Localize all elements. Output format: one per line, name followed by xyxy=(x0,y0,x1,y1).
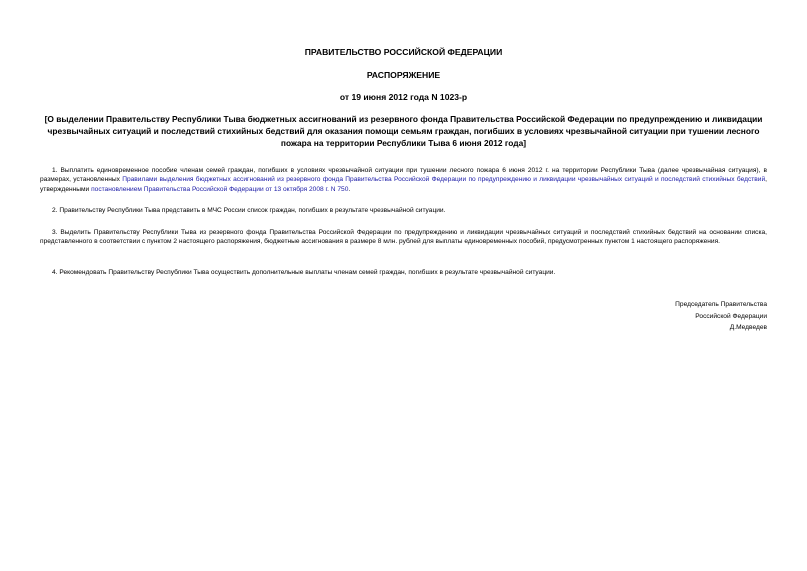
signature-block xyxy=(675,299,767,334)
paragraph-4: 4. Рекомендовать Правительству Республики Тыва осуществить дополнительные выплаты членам семей граждан, погибших в результате чрезвычайной ситуации. xyxy=(52,269,556,276)
signature-position: Председатель Правительства xyxy=(675,301,767,308)
paragraph-1-text-c: . xyxy=(348,185,351,193)
rules-link[interactable]: Правилами выделения бюджетных ассигнований из резервного фонда Правительства Российской Федерации по предупреждению и ликвидации чрезвычайных ситуаций и последствий стихийных бедствий xyxy=(122,176,766,184)
signature-country: Российской Федерации xyxy=(695,312,767,320)
document-type-heading: РАСПОРЯЖЕНИЕ xyxy=(366,70,441,80)
signature-name: Д.Медведев xyxy=(729,324,767,331)
paragraph-1-text-b: , утвержденными xyxy=(40,176,767,193)
paragraph-1-text-a: 1. Выплатить единовременное пособие членам семей граждан, погибших в условиях чрезвычайной ситуации при тушении лесного пожара 6 июня 2012 г. на территории Республики Тыва (далее чрезвычайная ситуация), в размерах, установленных xyxy=(40,167,767,184)
date-number-heading: от 19 июня 2012 года N 1023-р xyxy=(339,92,468,102)
paragraph-2: 2. Правительству Республики Тыва представить в МЧС России список граждан, погибших в результате чрезвычайной ситуации. xyxy=(52,207,446,214)
paragraph-3: 3. Выделить Правительству Республики Тыва из резервного фонда Правительства Российской Федерации по предупреждению и ликвидации чрезвычайных ситуаций и последствий стихийных бедствий на основании списка, представленного в соответствии с пунктом 2 настоящего распоряжения, бюджетные ассигнования в размере 8 млн. рублей для выплаты единовременных пособий, предусмотренных пунктом 1 настоящего распоряжения. xyxy=(40,229,767,246)
paragraph-1 xyxy=(40,166,767,194)
resolution-link[interactable]: постановлением Правительства Российской Федерации от 13 октября 2008 г. N 750 xyxy=(91,185,349,193)
government-heading: ПРАВИТЕЛЬСТВО РОССИЙСКОЙ ФЕДЕРАЦИИ xyxy=(304,47,503,57)
document-title: [О выделении Правительству Республики Тыва бюджетных ассигнований из резервного фонда Правительства Российской Федерации по предупреждению и ликвидации чрезвычайных ситуаций и последствий стихийных бедствий для оказания помощи семьям граждан, погибших в условиях чрезвычайной ситуации при тушении лесного пожара на территории Республики Тыва 6 июня 2012 года] xyxy=(44,114,763,148)
